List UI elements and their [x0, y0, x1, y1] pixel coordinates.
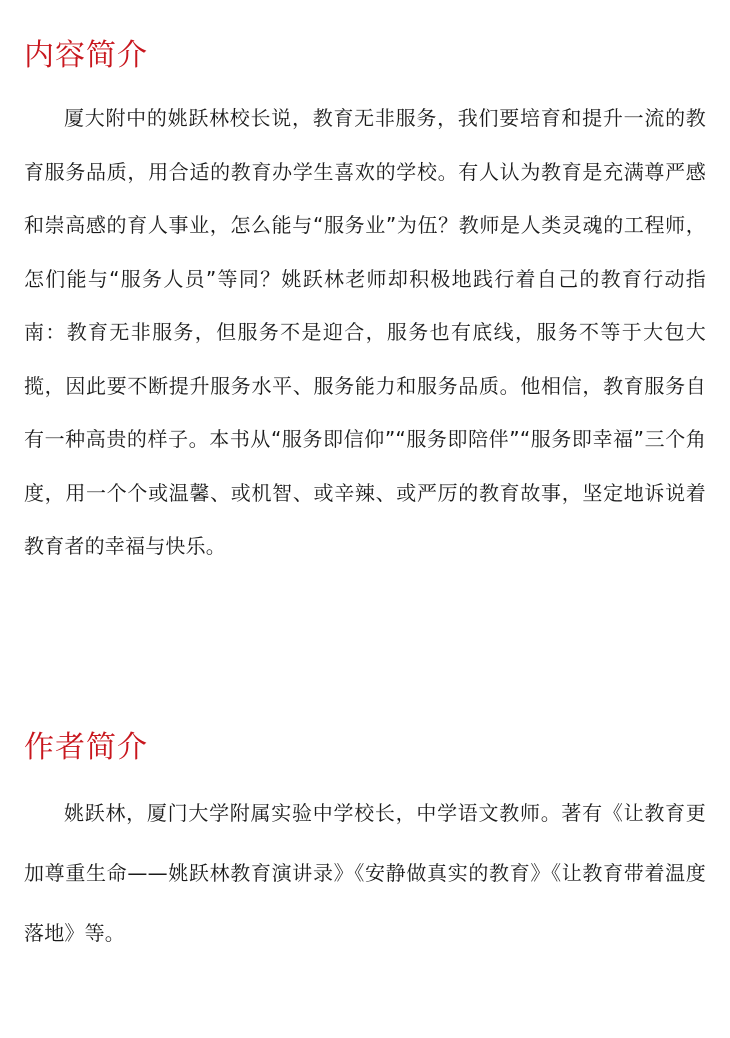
content-summary-text: 厦大附中的姚跃林校长说，教育无非服务，我们要培育和提升一流的教育服务品质，用合适的教育办学生喜欢的学校。有人认为教育是充满尊严感和崇高感的育人事业，怎么能与“服务业”为伍？教师是人类灵魂的工程师，怎们能与“服务人员”等同？姚跃林老师却积极地践行着自己的教育行动指南：教育无非服务，但服务不是迎合，服务也有底线，服务不等于大包大揽，因此要不断提升服务水平、服务能力和服务品质。他相信，教育服务自有一种高贵的样子。本书从“服务即信仰”“服务即陪伴”“服务即幸福”三个角度，用一个个或温馨、或机智、或辛辣、或严厉的教育故事，坚定地诉说着教育者的幸福与快乐。 — [24, 106, 706, 558]
content-summary-heading: 内容简介 — [24, 38, 148, 73]
author-bio-heading: 作者简介 — [24, 730, 148, 765]
author-bio-text: 姚跃林，厦门大学附属实验中学校长，中学语文教师。著有《让教育更加尊重生命——姚跃林教育演讲录》《安静做真实的教育》《让教育带着温度落地》等。 — [24, 801, 706, 945]
